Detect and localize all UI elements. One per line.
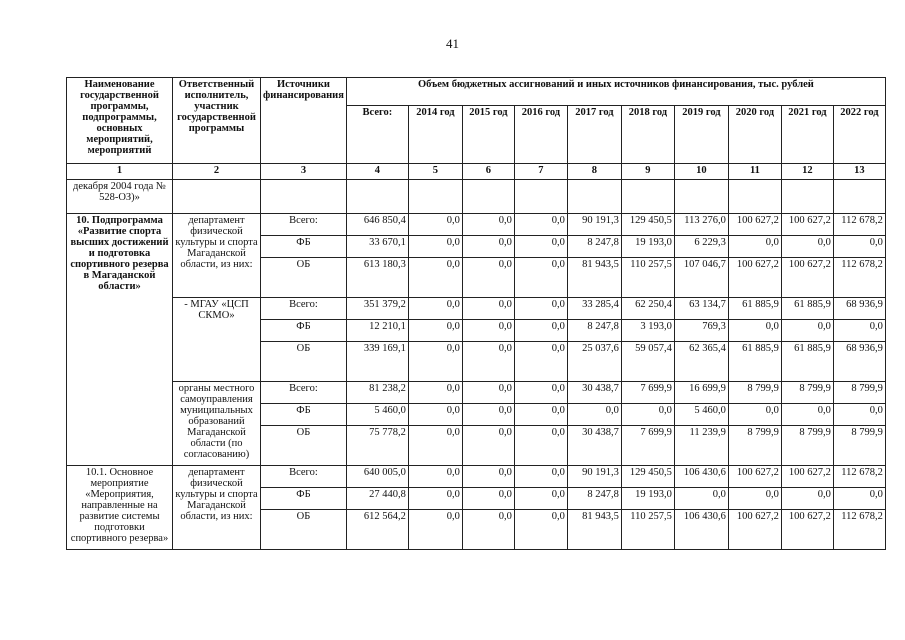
header-funding: Объем бюджетных ассигнований и иных источников финансирования, тыс. рублей (346, 78, 885, 106)
amount-year: 0,0 (514, 320, 567, 342)
amount-year: 100 627,2 (728, 510, 781, 550)
amount-year: 0,0 (514, 236, 567, 258)
amount-total: 33 670,1 (346, 236, 408, 258)
amount-year: 0,0 (408, 320, 462, 342)
continuation-text: декабря 2004 года № 528-ОЗ)» (67, 180, 173, 214)
amount-year: 8 799,9 (728, 426, 781, 466)
amount-year: 90 191,3 (567, 214, 621, 236)
amount-year: 0,0 (781, 236, 833, 258)
column-number: 9 (621, 164, 674, 180)
header-year: 2019 год (674, 106, 728, 164)
amount-year: 0,0 (408, 214, 462, 236)
amount-year: 0,0 (462, 488, 514, 510)
funding-source: Всего: (261, 214, 347, 236)
amount-year: 0,0 (408, 426, 462, 466)
amount-year: 11 239,9 (674, 426, 728, 466)
amount-year: 0,0 (833, 320, 885, 342)
amount-year: 0,0 (462, 426, 514, 466)
amount-year: 16 699,9 (674, 382, 728, 404)
amount-year: 68 936,9 (833, 298, 885, 320)
column-number: 7 (514, 164, 567, 180)
amount-total: 612 564,2 (346, 510, 408, 550)
continuation-row (67, 180, 886, 214)
header-sources: Источники финансирования (261, 78, 347, 164)
column-number: 10 (674, 164, 728, 180)
amount-total: 5 460,0 (346, 404, 408, 426)
amount-total: 351 379,2 (346, 298, 408, 320)
amount-year: 0,0 (514, 488, 567, 510)
amount-year: 90 191,3 (567, 466, 621, 488)
amount-year: 8 247,8 (567, 320, 621, 342)
amount-year: 6 229,3 (674, 236, 728, 258)
amount-year: 7 699,9 (621, 382, 674, 404)
header-year: 2015 год (462, 106, 514, 164)
amount-year: 8 247,8 (567, 488, 621, 510)
amount-year: 0,0 (408, 298, 462, 320)
amount-year: 7 699,9 (621, 426, 674, 466)
amount-year: 0,0 (462, 236, 514, 258)
amount-year: 0,0 (514, 404, 567, 426)
program-name: 10. Подпрограмма «Развитие спорта высших достижений и подготовка спортивного резерва в Магаданской области» (67, 214, 173, 466)
amount-year: 81 943,5 (567, 510, 621, 550)
header-year: 2022 год (833, 106, 885, 164)
executor-name: департамент физической культуры и спорта Магаданской области, из них: (173, 214, 261, 298)
funding-source: ФБ (261, 488, 347, 510)
amount-year: 61 885,9 (781, 342, 833, 382)
amount-year: 0,0 (674, 488, 728, 510)
funding-source: Всего: (261, 466, 347, 488)
column-number: 11 (728, 164, 781, 180)
header-total: Всего: (346, 106, 408, 164)
amount-total: 339 169,1 (346, 342, 408, 382)
header-year: 2020 год (728, 106, 781, 164)
amount-year: 112 678,2 (833, 466, 885, 488)
amount-year: 0,0 (408, 510, 462, 550)
table-row (67, 298, 886, 320)
amount-year: 62 250,4 (621, 298, 674, 320)
amount-year: 0,0 (462, 404, 514, 426)
amount-year: 112 678,2 (833, 214, 885, 236)
program-name: 10.1. Основное мероприятие «Мероприятия, направленные на развитие системы подготовки спортивного резерва» (67, 466, 173, 550)
amount-year: 100 627,2 (781, 258, 833, 298)
amount-year: 0,0 (728, 488, 781, 510)
amount-year: 112 678,2 (833, 258, 885, 298)
amount-year: 769,3 (674, 320, 728, 342)
column-number: 3 (261, 164, 347, 180)
amount-year: 0,0 (728, 320, 781, 342)
amount-year: 107 046,7 (674, 258, 728, 298)
executor-name: департамент физической культуры и спорта Магаданской области, из них: (173, 466, 261, 550)
amount-year: 0,0 (462, 298, 514, 320)
amount-year: 25 037,6 (567, 342, 621, 382)
amount-year: 129 450,5 (621, 466, 674, 488)
amount-year: 0,0 (833, 404, 885, 426)
amount-total: 27 440,8 (346, 488, 408, 510)
column-numbers-row (67, 164, 886, 180)
executor-name: органы местного самоуправления муниципальных образований Магаданской области (по согласованию) (173, 382, 261, 466)
amount-year: 0,0 (514, 466, 567, 488)
amount-year: 0,0 (462, 320, 514, 342)
amount-year: 0,0 (514, 510, 567, 550)
amount-year: 112 678,2 (833, 510, 885, 550)
amount-year: 0,0 (462, 214, 514, 236)
amount-year: 0,0 (462, 342, 514, 382)
amount-year: 3 193,0 (621, 320, 674, 342)
funding-source: Всего: (261, 382, 347, 404)
amount-year: 8 799,9 (781, 426, 833, 466)
amount-year: 0,0 (514, 214, 567, 236)
column-number: 1 (67, 164, 173, 180)
amount-year: 100 627,2 (728, 258, 781, 298)
executor-name: - МГАУ «ЦСП СКМО» (173, 298, 261, 382)
amount-year: 33 285,4 (567, 298, 621, 320)
column-number: 5 (408, 164, 462, 180)
amount-total: 646 850,4 (346, 214, 408, 236)
amount-year: 61 885,9 (728, 298, 781, 320)
amount-year: 61 885,9 (781, 298, 833, 320)
amount-year: 8 799,9 (833, 426, 885, 466)
table-row (67, 214, 886, 236)
header-year: 2018 год (621, 106, 674, 164)
amount-year: 0,0 (514, 382, 567, 404)
amount-year: 0,0 (408, 342, 462, 382)
amount-year: 8 799,9 (833, 382, 885, 404)
amount-year: 0,0 (514, 426, 567, 466)
column-number: 8 (567, 164, 621, 180)
funding-source: ОБ (261, 342, 347, 382)
amount-year: 113 276,0 (674, 214, 728, 236)
amount-year: 0,0 (781, 404, 833, 426)
funding-source: ФБ (261, 404, 347, 426)
amount-year: 19 193,0 (621, 488, 674, 510)
amount-total: 640 005,0 (346, 466, 408, 488)
amount-year: 100 627,2 (781, 510, 833, 550)
amount-year: 0,0 (514, 342, 567, 382)
amount-year: 8 799,9 (781, 382, 833, 404)
amount-year: 100 627,2 (728, 466, 781, 488)
column-number: 6 (462, 164, 514, 180)
amount-year: 106 430,6 (674, 510, 728, 550)
budget-table (66, 77, 886, 550)
amount-year: 0,0 (408, 382, 462, 404)
amount-total: 75 778,2 (346, 426, 408, 466)
funding-source: ФБ (261, 320, 347, 342)
amount-year: 81 943,5 (567, 258, 621, 298)
amount-year: 30 438,7 (567, 382, 621, 404)
header-program-name: Наименование государственной программы, подпрограммы, основных мероприятий, мероприятий (67, 78, 173, 164)
amount-year: 100 627,2 (728, 214, 781, 236)
amount-year: 8 799,9 (728, 382, 781, 404)
header-year: 2016 год (514, 106, 567, 164)
amount-year: 59 057,4 (621, 342, 674, 382)
amount-year: 0,0 (621, 404, 674, 426)
amount-year: 100 627,2 (781, 214, 833, 236)
amount-year: 62 365,4 (674, 342, 728, 382)
amount-year: 0,0 (408, 404, 462, 426)
column-number: 12 (781, 164, 833, 180)
funding-source: ФБ (261, 236, 347, 258)
amount-year: 0,0 (408, 466, 462, 488)
amount-year: 129 450,5 (621, 214, 674, 236)
amount-year: 0,0 (728, 236, 781, 258)
header-year: 2021 год (781, 106, 833, 164)
column-number: 13 (833, 164, 885, 180)
amount-year: 0,0 (781, 320, 833, 342)
amount-year: 0,0 (462, 382, 514, 404)
amount-year: 0,0 (833, 488, 885, 510)
amount-year: 0,0 (833, 236, 885, 258)
funding-source: ОБ (261, 510, 347, 550)
amount-year: 110 257,5 (621, 258, 674, 298)
amount-year: 0,0 (408, 236, 462, 258)
amount-total: 12 210,1 (346, 320, 408, 342)
funding-source: Всего: (261, 298, 347, 320)
amount-year: 0,0 (728, 404, 781, 426)
amount-year: 0,0 (514, 298, 567, 320)
amount-total: 81 238,2 (346, 382, 408, 404)
amount-year: 0,0 (408, 488, 462, 510)
amount-year: 0,0 (514, 258, 567, 298)
amount-year: 61 885,9 (728, 342, 781, 382)
amount-year: 106 430,6 (674, 466, 728, 488)
page-number: 41 (446, 36, 459, 51)
header-year: 2014 год (408, 106, 462, 164)
funding-source: ОБ (261, 426, 347, 466)
amount-year: 63 134,7 (674, 298, 728, 320)
funding-source: ОБ (261, 258, 347, 298)
amount-year: 0,0 (781, 488, 833, 510)
table-row (67, 382, 886, 404)
amount-total: 613 180,3 (346, 258, 408, 298)
amount-year: 19 193,0 (621, 236, 674, 258)
column-number: 4 (346, 164, 408, 180)
amount-year: 0,0 (462, 258, 514, 298)
amount-year: 0,0 (408, 258, 462, 298)
amount-year: 5 460,0 (674, 404, 728, 426)
column-number: 2 (173, 164, 261, 180)
amount-year: 0,0 (462, 466, 514, 488)
amount-year: 8 247,8 (567, 236, 621, 258)
header-year: 2017 год (567, 106, 621, 164)
amount-year: 0,0 (567, 404, 621, 426)
amount-year: 110 257,5 (621, 510, 674, 550)
header-executor: Ответственный исполнитель, участник государственной программы (173, 78, 261, 164)
amount-year: 30 438,7 (567, 426, 621, 466)
amount-year: 100 627,2 (781, 466, 833, 488)
table-row (67, 466, 886, 488)
amount-year: 68 936,9 (833, 342, 885, 382)
amount-year: 0,0 (462, 510, 514, 550)
